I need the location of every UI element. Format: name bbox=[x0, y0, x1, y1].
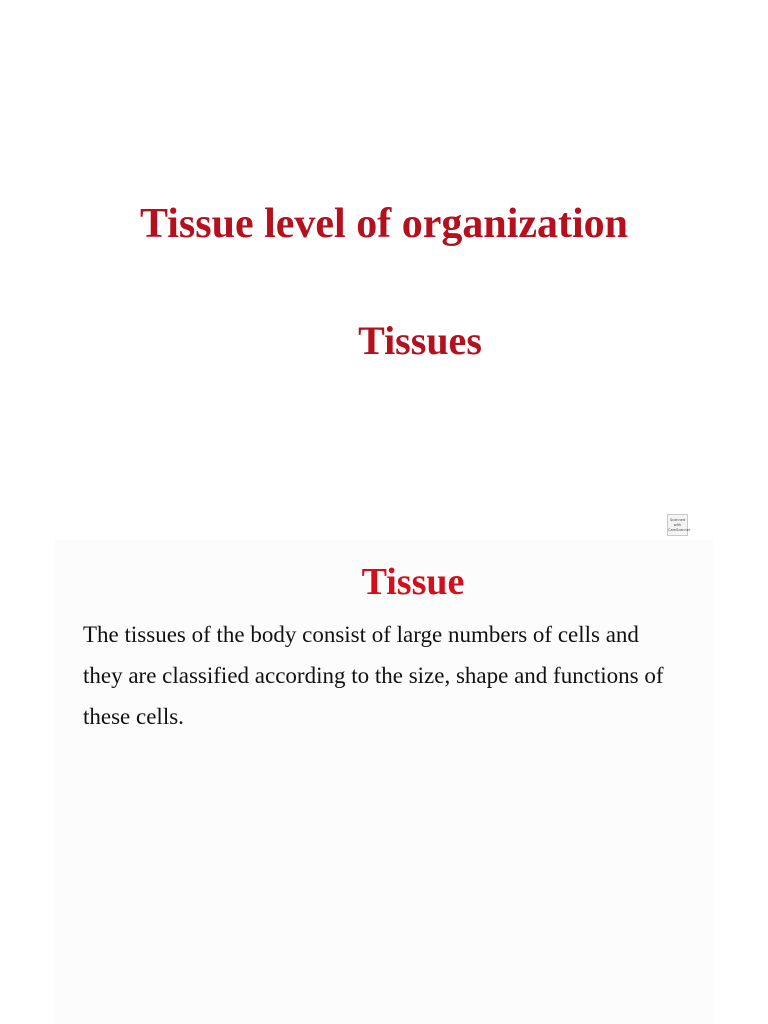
slide-1 bbox=[55, 0, 713, 512]
scanner-watermark-icon bbox=[667, 514, 691, 536]
slide-2 bbox=[55, 540, 713, 1024]
definition-paragraph: The tissues of the body consist of large numbers of cells and they are classified according to the size, shape and functions of these cells. bbox=[83, 622, 664, 729]
watermark-line-2: CamScanner bbox=[668, 528, 691, 532]
section-heading: Tissue bbox=[361, 561, 465, 603]
slide-title: Tissue level of organization bbox=[139, 201, 629, 247]
slide-subtitle: Tissues bbox=[358, 318, 482, 363]
watermark-line-1: Scanned with bbox=[669, 518, 686, 527]
